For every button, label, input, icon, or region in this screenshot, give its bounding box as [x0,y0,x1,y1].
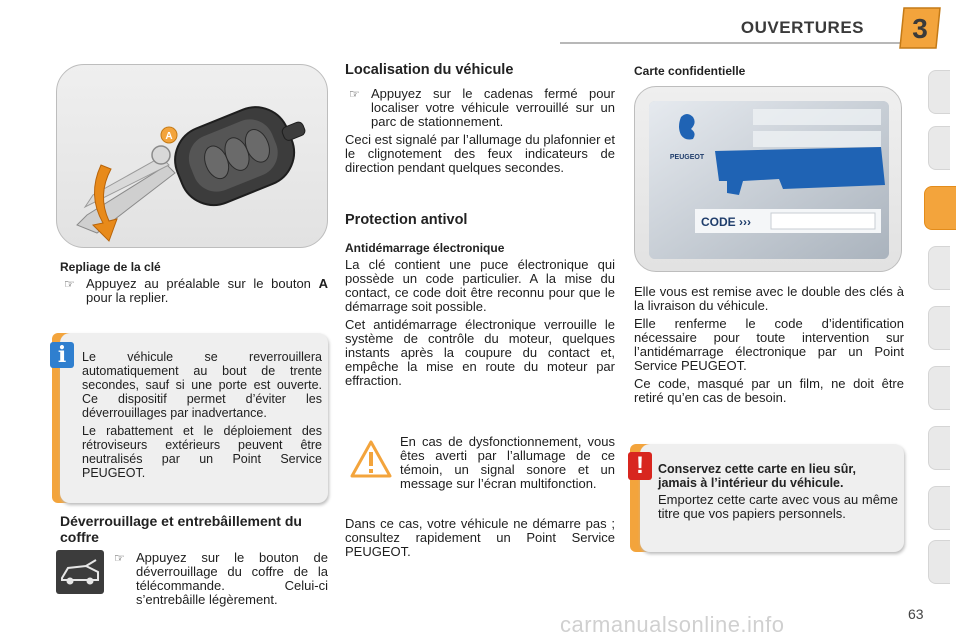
pointing-hand-icon: ☞ [349,87,360,101]
chapter-tab[interactable] [928,366,950,410]
antitheft-section [345,241,615,388]
info-paragraph: Le véhicule se reverrouillera automatiquement au bout de trente secondes, sauf si une porte est ouverte. Ce dispositif permet d’éviter les déverrouillages par inadvertance. [82,350,322,420]
button-a-ref: A [318,276,328,291]
locate-heading: Localisation du véhicule [345,62,514,78]
immobiliser-paragraph: Cet antidémarrage électronique verrouille le système de contrôle du moteur, quelques instants après la coupure du contact et, empêche la mise en route du moteur par effraction. [345,317,615,388]
boot-heading: Déverrouillage et entrebâillement du coffre [60,513,302,545]
chapter-tab[interactable] [928,70,950,114]
immobiliser-warning: En cas de dysfonctionnement, vous êtes averti par l’allumage de ce témoin, un signal sonore et un message sur l’écran multifonction. [400,434,615,491]
page-number: 63 [908,606,924,622]
warning-triangle-icon [350,440,392,478]
header-bar [560,14,920,48]
header-rule [560,42,920,44]
button-a-label: A [165,131,173,142]
confidential-card-figure [634,86,902,272]
card-section [634,285,904,405]
chevrons-icon: ››› [739,215,751,229]
locate-paragraph: Ceci est signalé par l’allumage du plafonnier et le clignotement des feux indicateurs de direction pendant quelques secondes. [345,132,615,175]
warning-title: Conservez cette carte en lieu sûr, jamais à l’intérieur du véhicule. [658,462,857,490]
locate-instruction: ☞ Appuyez sur le cadenas fermé pour localiser votre véhicule verrouillé sur un parc de stationnement. [349,86,615,129]
key-fold-figure [56,64,328,248]
warning-text: Emportez cette carte avec vous au même titre que vos papiers personnels. [658,492,898,521]
immobiliser-paragraph: La clé contient une puce électronique qui possède un code particulier. A la mise du contact, ce code doit être reconnu pour que le démarrage soit possible. [345,257,615,314]
immobiliser-paragraph: Dans ce cas, votre véhicule ne démarre pas ; consultez rapidement un Point Service PEUGEOT. [345,516,615,559]
fold-key-heading: Repliage de la clé [60,260,161,274]
card-paragraph: Elle vous est remise avec le double des clés à la livraison du véhicule. [634,284,904,313]
immobiliser-subheading: Antidémarrage électronique [345,241,505,255]
card-heading: Carte confidentielle [634,64,746,78]
info-icon: i [50,342,74,368]
chapter-tab[interactable] [928,486,950,530]
fold-key-instruction: ☞ Appuyez au préalable sur le bouton A pour la replier. [64,276,328,305]
remote-key-illustration [57,65,328,248]
brand-label: PEUGEOT [669,154,705,161]
pointing-hand-icon: ☞ [114,551,125,565]
chapter-tab-active[interactable] [924,186,956,230]
info-box [60,333,328,503]
code-label: CODE [701,215,736,229]
card-paragraph: Ce code, masqué par un film, ne doit être retiré qu’en cas de besoin. [634,376,904,405]
chapter-badge [896,6,944,50]
pointing-hand-icon: ☞ [64,277,75,291]
info-paragraph: Le rabattement et le déploiement des rétroviseurs extérieurs peuvent être neutralisés par un Point Service PEUGEOT. [82,424,322,480]
chapter-tab[interactable] [928,426,950,470]
warning-box [640,444,904,552]
chapter-tab[interactable] [928,246,950,290]
locate-section [345,87,615,175]
page-title: OUVERTURES [740,18,864,37]
chapter-tab[interactable] [928,306,950,350]
card-paragraph: Elle renferme le code d’identification nécessaire pour toute intervention sur l’antidémarrage électronique par un Point Service PEUGEOT. [634,316,904,373]
confidential-card-illustration [635,87,902,272]
chapter-tabs [928,70,960,580]
boot-instruction: ☞ Appuyez sur le bouton de déverrouillage du coffre de la télécommande. Celui-ci s’entrebâille légèrement. [114,550,328,607]
car-boot-icon [56,550,104,594]
exclamation-icon: ! [628,452,652,480]
chapter-tab[interactable] [928,540,950,584]
antitheft-heading: Protection antivol [345,212,468,228]
watermark: carmanualsonline.info [560,612,785,637]
chapter-tab[interactable] [928,126,950,170]
chapter-number: 3 [912,13,928,44]
fold-key-section [60,260,328,305]
